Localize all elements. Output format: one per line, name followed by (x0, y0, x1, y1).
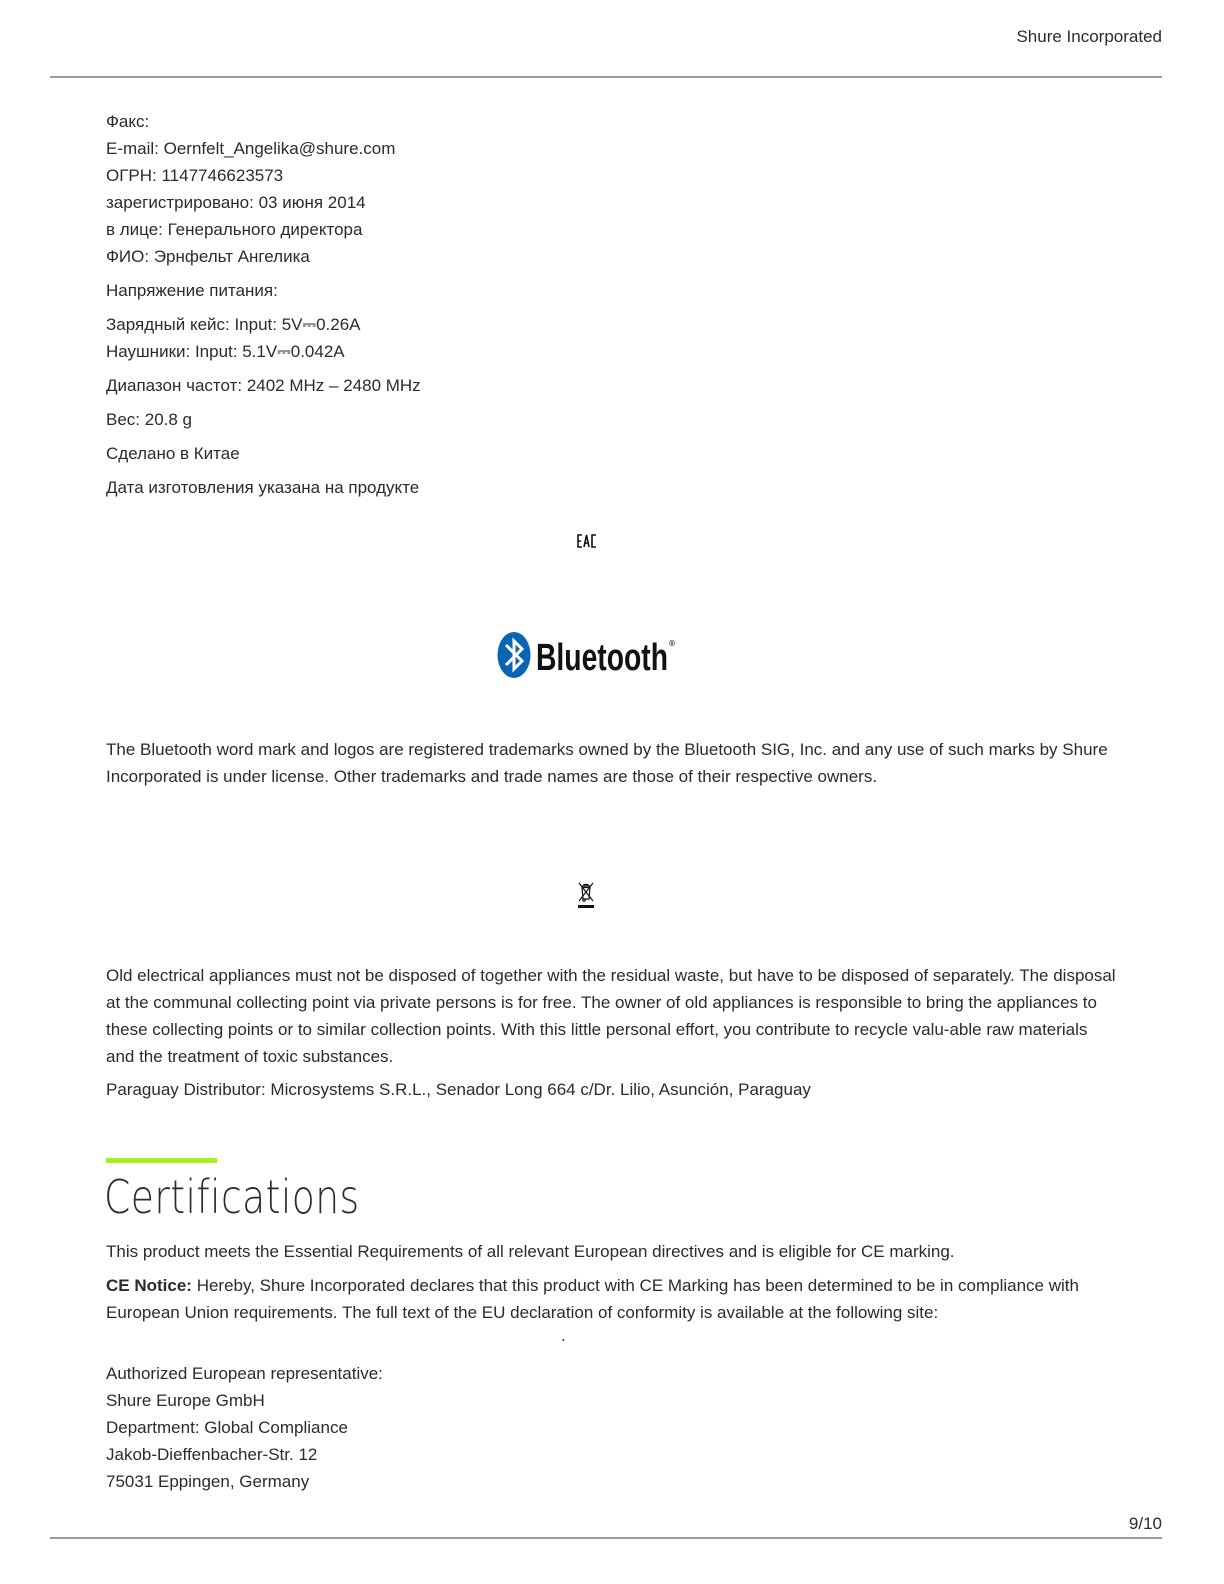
weight: Вес: 20.8 g (106, 410, 193, 429)
eu-representative (106, 1360, 1116, 1495)
ce-eligibility: This product meets the Essential Requirements of all relevant European directives and is eligible for CE marking. (106, 1242, 955, 1261)
bluetooth-reg-mark: ® (668, 639, 676, 648)
rep-city: 75031 Eppingen, Germany (106, 1472, 310, 1491)
name-line: ФИО: Эрнфельт Ангелика (106, 247, 310, 266)
case-input: Зарядный кейс: Input: 5V⎓0.26A (106, 315, 361, 334)
bluetooth-logo (496, 628, 680, 682)
ce-notice (106, 1272, 1116, 1326)
fax-line: Факс: (106, 112, 150, 131)
made-in: Сделано в Китае (106, 444, 240, 463)
section-accent-bar (106, 1158, 217, 1163)
ogrn-line: ОГРН: 1147746623573 (106, 166, 284, 185)
rep-street: Jakob-Dieffenbacher-Str. 12 (106, 1445, 318, 1464)
weee-notice: Old electrical appliances must not be disposed of together with the residual waste, but have to be disposed of separately. The disposal at the communal collecting point via private persons is for free. The owner of old appliances is responsible to bring the appliances to these collecting points or to similar collection points. With this little personal effort, you contribute to recycle valu-able raw materials and the treatment of toxic substances. (106, 966, 1116, 1066)
represented-line: в лице: Генерального директора (106, 220, 363, 239)
section-title-certifications: Certifications (104, 1170, 360, 1224)
footer-divider (50, 1537, 1162, 1539)
bluetooth-wordmark: Bluetooth (536, 637, 668, 679)
ce-notice-text: Hereby, Shure Incorporated declares that this product with CE Marking has been determined to be in compliance with European Union requirements. The full text of the EU declaration of conformity is available at the following site: (106, 1276, 1079, 1322)
rep-department: Department: Global Compliance (106, 1418, 348, 1437)
rep-label: Authorized European representative: (106, 1364, 383, 1383)
header-company: Shure Incorporated (1016, 27, 1162, 46)
frequency-range: Диапазон частот: 2402 MHz – 2480 MHz (106, 376, 421, 395)
distributor: Paraguay Distributor: Microsystems S.R.L., Senador Long 664 c/Dr. Lilio, Asunción, Paraguay (106, 1080, 811, 1099)
header-divider (50, 76, 1162, 78)
declaration-site-link[interactable]: . (561, 1326, 566, 1345)
manufacture-date: Дата изготовления указана на продукте (106, 478, 420, 497)
ce-notice-label: CE Notice: (106, 1276, 192, 1295)
earphones-input: Наушники: Input: 5.1V⎓0.042A (106, 342, 345, 361)
eac-logo (576, 532, 598, 550)
page-number: 9/10 (1128, 1514, 1162, 1533)
voltage-label: Напряжение питания: (106, 281, 278, 300)
registered-line: зарегистрировано: 03 июня 2014 (106, 193, 366, 212)
bluetooth-icon (498, 632, 531, 678)
bluetooth-notice: The Bluetooth word mark and logos are registered trademarks owned by the Bluetooth SIG, Inc. and any use of such marks by Shure Incorporated is under license. Other trademarks and trade names are those of their respective owners. (106, 740, 1108, 786)
contact-and-specs (106, 108, 1116, 501)
email-line: E-mail: Oernfelt_Angelika@shure.com (106, 139, 396, 158)
weee-bin-icon (574, 880, 598, 910)
rep-company: Shure Europe GmbH (106, 1391, 265, 1410)
